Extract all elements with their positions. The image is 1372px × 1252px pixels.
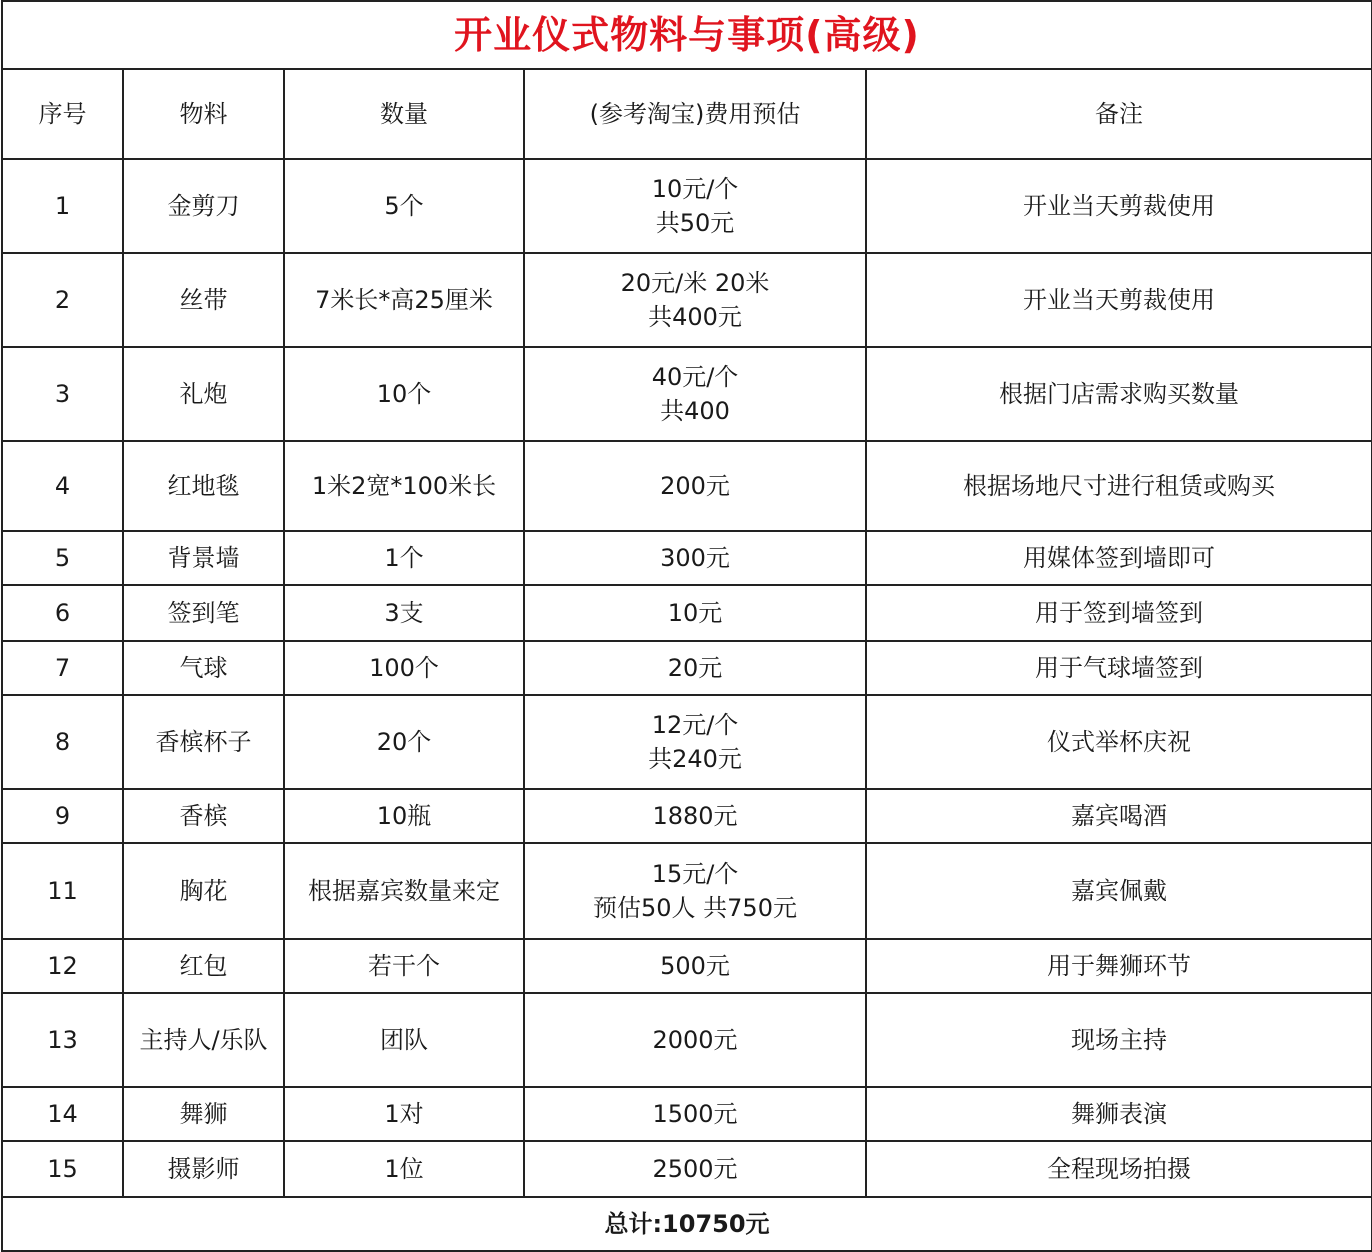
cost-line: 1880元 <box>652 802 738 830</box>
total-cost: 总计:10750元 <box>2 1197 1372 1251</box>
cost-line: 200元 <box>660 472 730 500</box>
cell-item: 丝带 <box>123 253 284 347</box>
cell-item: 香槟杯子 <box>123 695 284 789</box>
cell-note: 嘉宾佩戴 <box>866 843 1372 939</box>
cell-qty: 根据嘉宾数量来定 <box>284 843 524 939</box>
cost-line: 20元/米 20米 <box>620 269 770 297</box>
cell-qty: 1位 <box>284 1141 524 1197</box>
cell-qty: 1对 <box>284 1087 524 1141</box>
table-row <box>2 1087 1372 1141</box>
cell-item: 签到笔 <box>123 585 284 641</box>
table-row <box>2 441 1372 531</box>
cell-note: 仪式举杯庆祝 <box>866 695 1372 789</box>
cost-line: 共240元 <box>648 745 742 773</box>
cell-no: 1 <box>2 159 123 253</box>
cell-cost <box>524 641 866 695</box>
header-item: 物料 <box>123 69 284 159</box>
cell-cost <box>524 531 866 585</box>
cell-cost <box>524 695 866 789</box>
cell-note: 用于气球墙签到 <box>866 641 1372 695</box>
cell-no: 5 <box>2 531 123 585</box>
cell-no: 6 <box>2 585 123 641</box>
table-row <box>2 1141 1372 1197</box>
cost-line: 2000元 <box>652 1026 738 1054</box>
cell-qty: 10个 <box>284 347 524 441</box>
cell-no: 7 <box>2 641 123 695</box>
cell-note: 用于签到墙签到 <box>866 585 1372 641</box>
cell-qty: 7米长*高25厘米 <box>284 253 524 347</box>
header-note: 备注 <box>866 69 1372 159</box>
cell-qty: 团队 <box>284 993 524 1087</box>
header-cost: (参考淘宝)费用预估 <box>524 69 866 159</box>
cell-item: 红地毯 <box>123 441 284 531</box>
cell-note: 舞狮表演 <box>866 1087 1372 1141</box>
cell-no: 15 <box>2 1141 123 1197</box>
cell-no: 12 <box>2 939 123 993</box>
table-row <box>2 253 1372 347</box>
sheet-title: 开业仪式物料与事项(高级) <box>2 1 1372 69</box>
materials-table <box>1 0 1372 1252</box>
cell-no: 4 <box>2 441 123 531</box>
cell-note: 用于舞狮环节 <box>866 939 1372 993</box>
cell-qty: 若干个 <box>284 939 524 993</box>
cell-cost <box>524 939 866 993</box>
cell-item: 金剪刀 <box>123 159 284 253</box>
cost-line: 1500元 <box>652 1100 738 1128</box>
cell-no: 14 <box>2 1087 123 1141</box>
cell-item: 气球 <box>123 641 284 695</box>
cell-item: 礼炮 <box>123 347 284 441</box>
cell-item: 主持人/乐队 <box>123 993 284 1087</box>
header-no: 序号 <box>2 69 123 159</box>
cell-qty: 3支 <box>284 585 524 641</box>
table-row <box>2 939 1372 993</box>
cost-line: 500元 <box>660 952 730 980</box>
table-row <box>2 347 1372 441</box>
cell-no: 9 <box>2 789 123 843</box>
table-row <box>2 695 1372 789</box>
cell-no: 11 <box>2 843 123 939</box>
table-row <box>2 159 1372 253</box>
cell-item: 胸花 <box>123 843 284 939</box>
cell-note: 根据门店需求购买数量 <box>866 347 1372 441</box>
cell-cost <box>524 585 866 641</box>
table-row <box>2 789 1372 843</box>
table-row <box>2 585 1372 641</box>
cost-line: 12元/个 <box>651 711 739 739</box>
table-row <box>2 531 1372 585</box>
cell-cost <box>524 159 866 253</box>
cell-note: 开业当天剪裁使用 <box>866 159 1372 253</box>
cell-cost <box>524 789 866 843</box>
cell-note: 用媒体签到墙即可 <box>866 531 1372 585</box>
cost-line: 10元 <box>667 599 723 627</box>
cost-line: 15元/个 <box>651 860 739 888</box>
cell-cost <box>524 347 866 441</box>
cell-cost <box>524 993 866 1087</box>
cost-line: 共400 <box>660 397 730 425</box>
cell-no: 13 <box>2 993 123 1087</box>
cell-qty: 20个 <box>284 695 524 789</box>
cell-no: 2 <box>2 253 123 347</box>
cell-item: 红包 <box>123 939 284 993</box>
cell-no: 8 <box>2 695 123 789</box>
cost-line: 共400元 <box>648 303 742 331</box>
cell-cost <box>524 441 866 531</box>
cost-line: 10元/个 <box>651 175 739 203</box>
header-qty: 数量 <box>284 69 524 159</box>
cell-cost <box>524 1087 866 1141</box>
cell-cost <box>524 253 866 347</box>
cell-qty: 1米2宽*100米长 <box>284 441 524 531</box>
cost-line: 预估50人 共750元 <box>593 894 797 922</box>
cell-note: 开业当天剪裁使用 <box>866 253 1372 347</box>
cell-qty: 1个 <box>284 531 524 585</box>
cell-item: 背景墙 <box>123 531 284 585</box>
header-row <box>2 69 1372 159</box>
cell-qty: 100个 <box>284 641 524 695</box>
cost-line: 2500元 <box>652 1155 738 1183</box>
cell-qty: 10瓶 <box>284 789 524 843</box>
cost-line: 20元 <box>667 654 723 682</box>
cell-note: 全程现场拍摄 <box>866 1141 1372 1197</box>
total-row <box>2 1197 1372 1251</box>
table-row <box>2 843 1372 939</box>
cell-item: 香槟 <box>123 789 284 843</box>
table-row <box>2 641 1372 695</box>
cell-note: 根据场地尺寸进行租赁或购买 <box>866 441 1372 531</box>
cost-line: 共50元 <box>655 209 735 237</box>
cell-note: 现场主持 <box>866 993 1372 1087</box>
cell-qty: 5个 <box>284 159 524 253</box>
cell-cost <box>524 843 866 939</box>
cell-item: 舞狮 <box>123 1087 284 1141</box>
cell-cost <box>524 1141 866 1197</box>
cell-no: 3 <box>2 347 123 441</box>
cell-item: 摄影师 <box>123 1141 284 1197</box>
cost-line: 300元 <box>660 544 730 572</box>
table-row <box>2 993 1372 1087</box>
cell-note: 嘉宾喝酒 <box>866 789 1372 843</box>
cost-line: 40元/个 <box>651 363 739 391</box>
